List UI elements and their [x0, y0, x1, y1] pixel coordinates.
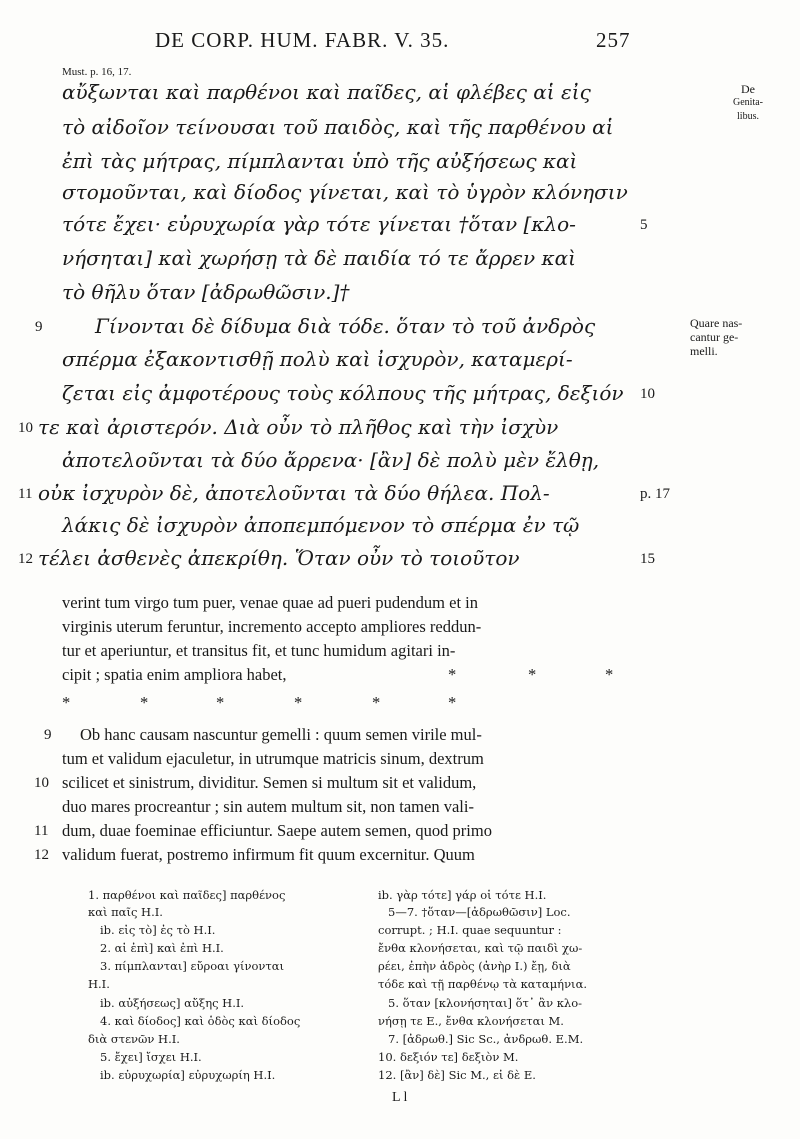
asterisk: * — [294, 693, 303, 712]
greek-line: τε καὶ ἀριστερόν. Διὰ οὖν τὸ πλῆθος καὶ τὴν ἰσχὺν — [38, 415, 559, 439]
latin-line: scilicet et sinistrum, dividitur. Semen si multum sit et validum, — [62, 773, 477, 792]
line-number: 5 — [640, 217, 648, 233]
footnote: ib. αὐξήσεως] αὔξης H.I. — [100, 996, 245, 1010]
greek-line: οὐκ ἰσχυρὸν δὲ, ἀποτελοῦνται τὰ δύο θήλεα. Πολ- — [38, 481, 550, 505]
footnote: 10. δεξιόν τε] δεξιὸν M. — [378, 1050, 519, 1064]
footnote: corrupt. ; H.I. quae sequuntur : — [378, 923, 562, 937]
latin-line: duo mares procreantur ; sin autem multum sit, non tamen vali- — [62, 797, 474, 816]
line-number: 9 — [44, 727, 52, 743]
footnote: H.I. — [88, 977, 110, 991]
footnote: ρέει, ἐπὴν ἁδρὸς (ἀνὴρ I.) ἔῃ, διὰ — [378, 959, 571, 973]
footnote: 2. αἱ ἐπὶ] καὶ ἐπὶ H.I. — [100, 941, 224, 955]
line-number: 10 — [34, 775, 49, 791]
greek-line: Γίνονται δὲ δίδυμα διὰ τόδε. ὅταν τὸ τοῦ ἀνδρὸς — [95, 314, 596, 338]
footnote: 5—7. †ὅταν—[ἀδρωθῶσιν] Loc. — [388, 905, 571, 919]
footnote: νήσῃ τε E., ἔνθα κλονήσεται M. — [378, 1014, 564, 1028]
asterisk: * — [528, 665, 537, 684]
latin-line: Ob hanc causam nascuntur gemelli : quum semen virile mul- — [80, 725, 482, 744]
greek-line: ἀποτελοῦνται τὰ δύο ἄρρενα· [ἂν] δὲ πολὺ μὲν ἔλθῃ, — [62, 448, 600, 472]
asterisk: * — [62, 693, 71, 712]
asterisk: * — [372, 693, 381, 712]
line-number: 11 — [34, 823, 49, 839]
greek-line: τὸ θῆλυ ὅταν [ἀδρωθῶσιν.]† — [62, 280, 350, 304]
latin-line: tum et validum ejaculetur, in utrumque matricis sinum, dextrum — [62, 749, 484, 768]
side-note-quare — [690, 316, 742, 358]
side-note-de-genitalibus — [718, 82, 778, 124]
side-note-line: De — [741, 82, 755, 96]
footnote: διὰ στενῶν H.I. — [88, 1032, 180, 1046]
line-number: p. 17 — [640, 486, 670, 502]
greek-line: ζεται εἰς ἀμφοτέρους τοὺς κόλπους τῆς μήτρας, δεξιόν — [62, 381, 624, 405]
line-number: 12 — [34, 847, 49, 863]
line-number: 11 — [18, 486, 33, 502]
side-note-line: libus. — [737, 111, 759, 122]
latin-line: tur et aperiuntur, et transitus fit, et tunc humidum agitari in- — [62, 641, 456, 660]
side-note-line: melli. — [690, 344, 718, 358]
footnote: ib. γὰρ τότε] γάρ οἱ τότε H.I. — [378, 888, 547, 902]
footnote: 4. καὶ δίοδος] καὶ ὁδὸς καὶ δίοδος — [100, 1014, 301, 1028]
greek-line: νήσηται] καὶ χωρήσῃ τὰ δὲ παιδία τό τε ἄρρεν καὶ — [62, 246, 576, 270]
asterisk: * — [605, 665, 614, 684]
greek-line: στομοῦνται, καὶ δίοδος γίνεται, καὶ τὸ ὑγρὸν κλόνησιν — [62, 180, 628, 204]
asterisk: * — [140, 693, 149, 712]
latin-line: verint tum virgo tum puer, venae quae ad pueri pudendum et in — [62, 593, 479, 612]
latin-line: validum fuerat, postremo infirmum fit quum excernitur. Quum — [62, 845, 475, 864]
running-title: DE CORP. HUM. FABR. V. 35. — [155, 28, 450, 52]
line-number: 15 — [640, 551, 655, 567]
side-note-line: Quare nas- — [690, 316, 743, 330]
side-note-line: cantur ge- — [690, 330, 739, 344]
footnote: 5. ἔχει] ἴσχει H.I. — [100, 1050, 202, 1064]
greek-line: τέλει ἀσθενὲς ἀπεκρίθη. Ὅταν οὖν τὸ τοιοῦτον — [38, 546, 520, 570]
footnote: ἔνθα κλονήσεται, καὶ τῷ παιδὶ χω- — [378, 941, 583, 955]
greek-line: τότε ἔχει· εὐρυχωρία γὰρ τότε γίνεται †ὅταν [κλο- — [62, 212, 576, 236]
greek-line: λάκις δὲ ἰσχυρὸν ἀποπεμπόμενον τὸ σπέρμα ἐν τῷ — [62, 513, 580, 537]
footnote: 5. ὅταν [κλονήσηται] ὅτ᾽ ἂν κλο- — [388, 996, 583, 1010]
line-number: 12 — [18, 551, 33, 567]
footnote: ib. εὐρυχωρία] εὐρυχωρίη H.I. — [100, 1068, 276, 1082]
greek-line: τὸ αἰδοῖον τείνουσαι τοῦ παιδὸς, καὶ τῆς παρθένου αἱ — [62, 115, 614, 139]
greek-line: σπέρμα ἐξακοντισθῇ πολὺ καὶ ἰσχυρὸν, καταμερί- — [62, 347, 573, 371]
footnote: 7. [ἀδρωθ.] Sic Sc., ἀνδρωθ. E.M. — [388, 1032, 584, 1046]
asterisk: * — [448, 665, 457, 684]
latin-line: dum, duae foeminae efficiuntur. Saepe autem semen, quod primo — [62, 821, 492, 840]
footnote: ib. εἰς τὸ] ἐς τὸ H.I. — [100, 923, 216, 937]
edition-reference: Must. p. 16, 17. — [62, 66, 132, 78]
asterisk: * — [216, 693, 225, 712]
footnote: τόδε καὶ τῇ παρθένῳ τὰ καταμήνια. — [378, 977, 587, 991]
latin-line: virginis uterum feruntur, incremento accepto ampliores reddun- — [62, 617, 482, 636]
footnote: 1. παρθένοι καὶ παῖδες] παρθένος — [88, 888, 286, 902]
latin-line: cipit ; spatia enim ampliora habet, — [62, 665, 287, 684]
page-number: 257 — [596, 28, 631, 52]
footnote: καὶ παῖς H.I. — [88, 905, 163, 919]
side-note-line: Genita- — [733, 97, 763, 108]
line-number: 10 — [640, 386, 655, 402]
footnote: 12. [ἂν] δὲ] Sic M., εἰ δὲ E. — [378, 1068, 536, 1082]
line-number: 9 — [35, 319, 43, 335]
greek-line: ἐπὶ τὰς μήτρας, πίμπλανται ὑπὸ τῆς αὐξήσεως καὶ — [62, 149, 578, 173]
greek-line: αὔξωνται καὶ παρθένοι καὶ παῖδες, αἱ φλέβες αἱ εἰς — [62, 80, 591, 104]
footnote: 3. πίμπλανται] εὔροαι γίνονται — [100, 959, 285, 973]
line-number: 10 — [18, 420, 33, 436]
signature-mark: L l — [392, 1090, 408, 1105]
asterisk: * — [448, 693, 457, 712]
